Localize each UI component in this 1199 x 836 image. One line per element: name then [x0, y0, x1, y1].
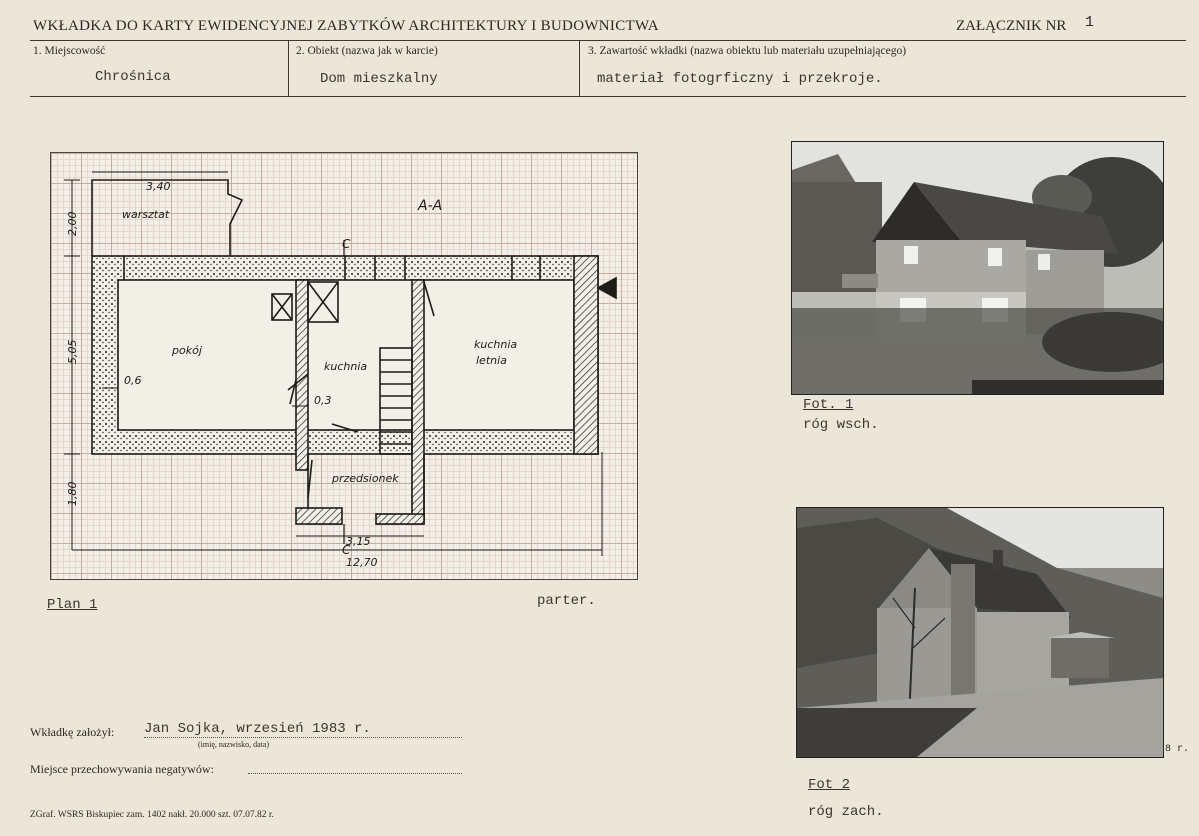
form-title: WKŁADKA DO KARTY EWIDENCYJNEJ ZABYTKÓW ARCHITEKTURY I BUDOWNICTWA [33, 18, 659, 34]
photo-2-caption: Fot 2 [808, 777, 851, 793]
author-value: Jan Sojka, wrzesień 1983 r. [144, 721, 462, 738]
field-divider-1 [288, 41, 289, 97]
room-summer-kitchen-2: letnia [476, 354, 507, 367]
dim-left-top: 2,00 [66, 211, 79, 236]
photo-1 [791, 141, 1164, 395]
fields-rule [30, 96, 1186, 97]
photo-2-subcaption: róg zach. [808, 804, 884, 820]
dim-inner: 0,3 [314, 394, 332, 407]
plan-caption: Plan 1 [47, 597, 98, 613]
dim-bottom-small: 3,15 [346, 535, 371, 548]
object-value: Dom mieszkalny [320, 71, 438, 87]
cut-mark-top: C [342, 237, 351, 251]
dim-left-bottom: 1,80 [66, 481, 79, 506]
floor-plan-drawing [50, 152, 638, 580]
dim-left-mid: 5,05 [66, 339, 79, 364]
plan-floor-label: parter. [537, 593, 596, 609]
contents-value: materiał fotogrficzny i przekroje. [597, 71, 883, 87]
dim-total: 12,70 [346, 556, 378, 569]
field-divider-2 [579, 41, 580, 97]
photo-1-caption: Fot. 1 [803, 397, 854, 413]
room-kitchen: kuchnia [324, 360, 368, 373]
room-workshop: warsztat [122, 208, 170, 221]
negatives-label: Miejsce przechowywania negatywów: [30, 762, 214, 776]
contents-label: 3. Zawartość wkładki (nazwa obiektu lub materiału uzupełniającego) [588, 45, 907, 57]
photo-1-subcaption: róg wsch. [803, 417, 879, 433]
header-rule [30, 40, 1186, 41]
object-label: 2. Obiekt (nazwa jak w karcie) [296, 45, 438, 57]
locality-label: 1. Miejscowość [33, 45, 106, 57]
room-summer-kitchen-1: kuchnia [474, 338, 518, 351]
room-vestibule: przedsionek [332, 472, 399, 485]
photo-2-corner-note: 8 r. [1165, 744, 1190, 755]
negatives-value-line [248, 773, 462, 774]
print-info: ZGraf. WSRS Biskupiec zam. 1402 nakł. 20.000 szt. 07.07.82 r. [30, 810, 274, 820]
photo-2 [796, 507, 1164, 758]
section-label: A-A [418, 198, 443, 214]
dim-wall: 0,6 [124, 374, 142, 387]
appendix-number: 1 [1085, 14, 1095, 31]
author-hint: (imię, nazwisko, data) [198, 740, 270, 749]
cut-mark-bottom: C [342, 543, 351, 557]
locality-value: Chrośnica [95, 69, 171, 85]
room-pokoj: pokój [172, 344, 202, 357]
author-label: Wkładkę założył: [30, 725, 115, 739]
dim-top: 3,40 [146, 180, 171, 193]
appendix-label: ZAŁĄCZNIK NR [956, 18, 1067, 34]
